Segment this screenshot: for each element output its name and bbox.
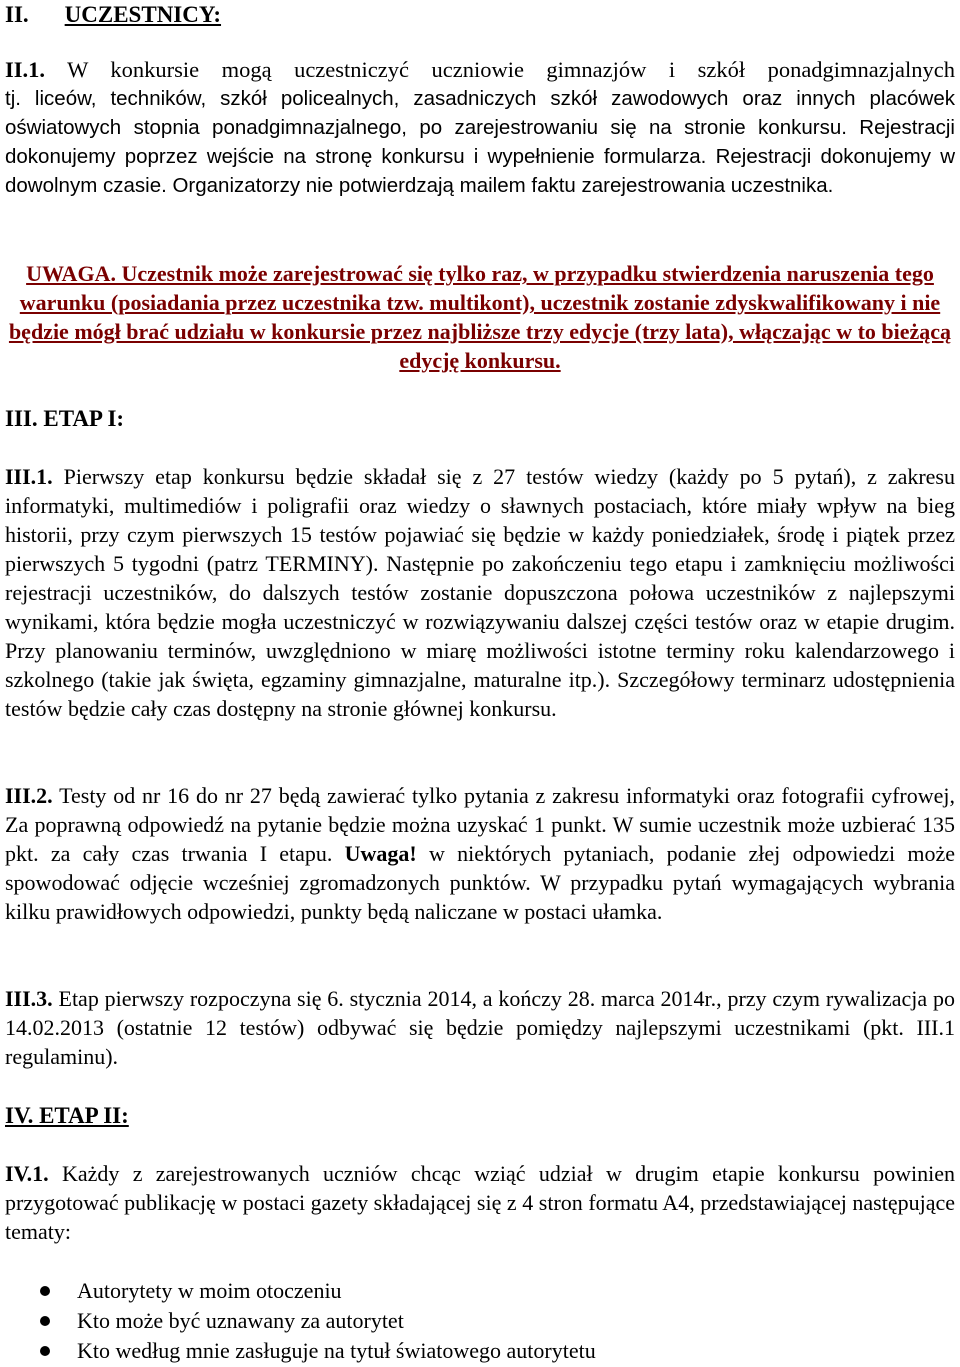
paragraph-2-1-lead-text: W konkursie mogą uczestniczyć uczniowie gimnazjów i szkół ponadgimnazjalnych xyxy=(67,57,956,82)
paragraph-3-2-text-a: Testy od nr 16 do nr 27 będą zawierać tylko pytania z zakresu informatyki oraz fotografii cyfrowej, Za poprawną odpowiedź na pytanie będzie można uzyskać 1 punkt. W sumie uczestnik może uzbierać 135 pkt. za cały czas trwania I etapu. xyxy=(5,783,955,866)
paragraph-3-2 xyxy=(5,781,955,926)
paragraph-3-2-number: III.2. xyxy=(5,783,53,808)
paragraph-4-1-text: Każdy z zarejestrowanych uczniów chcąc wziąć udział w drugim etapie konkursu powinien przygotować publikację w postaci gazety składającej się z 4 stron formatu A4, przedstawiającej następujące tematy: xyxy=(5,1161,956,1244)
section-2-title: UCZESTNICY: xyxy=(64,2,222,27)
list-item xyxy=(5,1336,955,1366)
paragraph-3-3 xyxy=(5,984,955,1071)
list-item xyxy=(5,1306,955,1336)
section-3-title: III. ETAP I: xyxy=(5,406,125,431)
bullet-icon xyxy=(40,1286,50,1296)
section-2-heading xyxy=(5,0,955,29)
paragraph-3-3-number: III.3. xyxy=(5,986,53,1011)
bullet-icon xyxy=(40,1346,50,1356)
topic-label: Kto według mnie zasługuje na tytuł światowego autorytetu xyxy=(77,1338,596,1363)
paragraph-3-1 xyxy=(5,462,955,723)
paragraph-2-1-number: II.1. xyxy=(5,57,46,82)
bullet-icon xyxy=(40,1316,50,1326)
paragraph-2-1-lead xyxy=(5,55,955,84)
paragraph-2-1 xyxy=(5,55,955,200)
paragraph-3-2-emphasis: Uwaga! xyxy=(344,841,417,866)
paragraph-4-1 xyxy=(5,1159,955,1246)
paragraph-3-2-text-b: w niektórych pytaniach, podanie złej odpowiedzi może spowodować odjęcie wcześniej zgromadzonych punktów. W przypadku pytań wymagających wybrania kilku prawidłowych odpowiedzi, punkty będą naliczane w postaci ułamka. xyxy=(5,841,956,924)
topic-label: Kto może być uznawany za autorytet xyxy=(77,1308,404,1333)
paragraph-3-3-text: Etap pierwszy rozpoczyna się 6. stycznia 2014, a kończy 28. marca 2014r., przy czym rywalizacja po 14.02.2013 (ostatnie 12 testów) odbywać się będzie pomiędzy najlepszymi uczestnikami (pkt. III.1 regulaminu). xyxy=(5,986,955,1069)
section-4-title: IV. ETAP II: xyxy=(5,1103,129,1128)
paragraph-3-1-text: Pierwszy etap konkursu będzie składał się z 27 testów wiedzy (każdy po 5 pytań), z zakresu informatyki, multimediów i poligrafii oraz wiedzy o sławnych postaciach, które miały wpływ na bieg historii, przy czym pierwszych 15 testów pojawiać się będzie w każdy poniedziałek, środę i piątek przez pierwszych 5 tygodni (patrz TERMINY). Następnie po zakończeniu tego etapu i zamknięciu możliwości rejestracji uczestników, do dalszych testów zostanie dopuszczona połowa uczestników z najlepszymi wynikami, która będzie mogła uczestniczyć w rozwiązywaniu dalszej części testów oraz w etapie drugim. Przy planowaniu terminów, uwzględniono w miarę możliwości istotne terminy roku kalendarzowego i szkolnego (takie jak święta, egzaminy gimnazjalne, maturalne itp.). Szczegółowy terminarz udostępnienia testów będzie cały czas dostępny na stronie głównej konkursu. xyxy=(5,464,955,721)
paragraph-2-1-body: tj. liceów, techników, szkół policealnych, zasadniczych szkół zawodowych oraz innych placówek oświatowych stopnia ponadgimnazjalnego, po zarejestrowaniu się na stronie konkursu. Rejestracji dokonujemy poprzez wejście na stronę konkursu i wypełnienie formularza. Rejestracji dokonujemy w dowolnym czasie. Organizatorzy nie potwierdzają mailem faktu zarejestrowania uczestnika. xyxy=(5,87,955,197)
paragraph-3-1-number: III.1. xyxy=(5,464,53,489)
topics-list xyxy=(5,1276,955,1366)
section-2-number: II. xyxy=(5,2,29,27)
warning-notice: UWAGA. Uczestnik może zarejestrować się tylko raz, w przypadku stwierdzenia naruszenia tego warunku (posiadania przez uczestnika tzw. multikont), uczestnik zostanie zdyskwalifikowany i nie będzie mógł brać udziału w konkursie przez najbliższe trzy edycje (trzy lata), włączając w to bieżącą edycję konkursu. xyxy=(8,261,952,373)
paragraph-4-1-number: IV.1. xyxy=(5,1161,49,1186)
topic-label: Autorytety w moim otoczeniu xyxy=(77,1278,342,1303)
list-item xyxy=(5,1276,955,1306)
